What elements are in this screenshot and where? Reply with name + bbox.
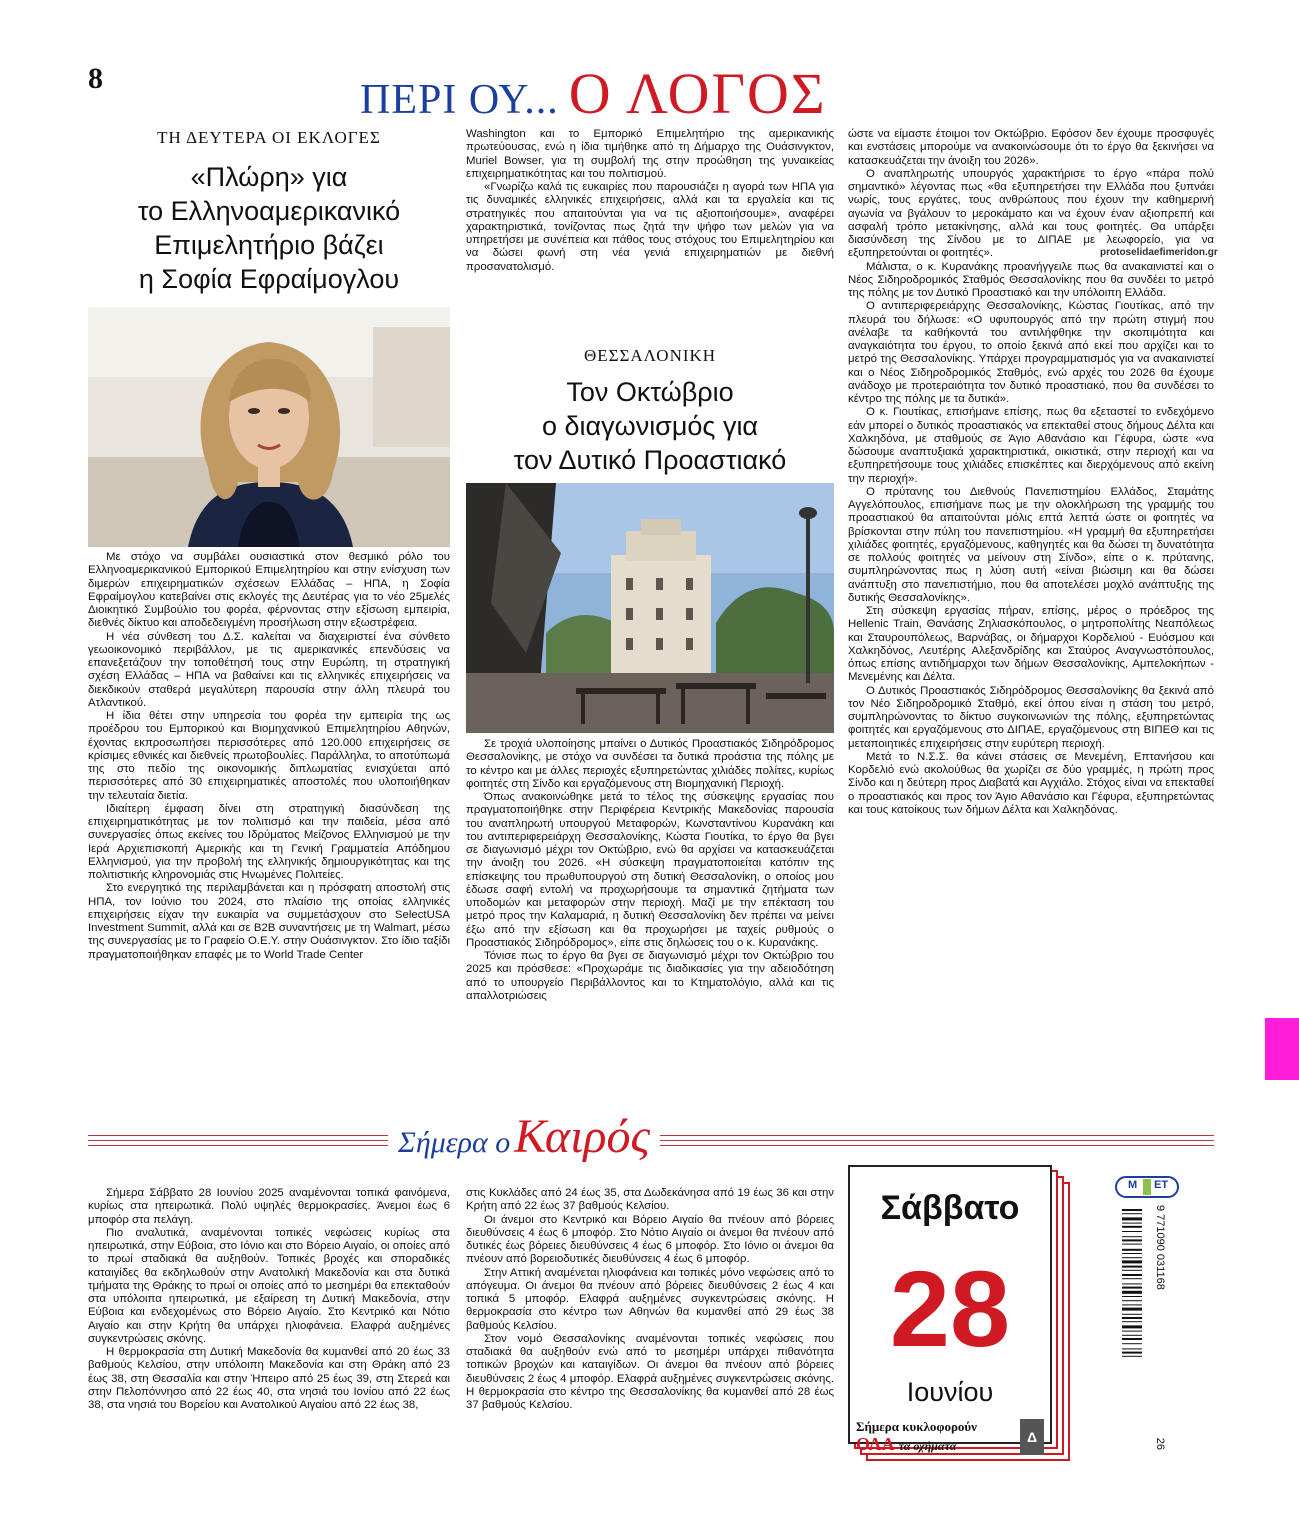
article2-col2: ώστε να είμαστε έτοιμοι τον Οκτώβριο. Εφόσον δεν έχουμε προσφυγές και ενστάσεις μπορούμε να ανακοινώσουμε ότι το έργο θα ξεκινήσει να κατασκευάζεται την άνοιξη του 2026». Ο αναπληρωτής υπουργός χαρακτήρισε το έργο «πάρα πολύ σημαντικό» λέγοντας πως «θα εξυπηρετήσει την Ελλάδα που ξυπνάει νωρίς, τους εργάτες, τους ανθρώπους που έχουν την καθημερινή αγωνία να βγάλουν το μεροκάματο και να έχουν έναν αξιοπρεπή και ασφαλή τρόπο μετακίνησης, αλλά και τους φοιτητές. Θα υπάρξει διασύνδεση της Σίνδου με το ΔΙΠΑΕ με λεωφορείο, για να εξυπηρετούνται οι φοιτητές». Μάλιστα, ο κ. Κυρανάκης προανήγγειλε πως θα ανακαινιστεί και ο Νέος Σιδηροδρομικός Σταθμός Θεσσαλονίκης που θα συνδέει το μετρό της πόλης με τον Δυτικό Προαστιακό και την υπόλοιπη Ελλάδα. Ο αντιπεριφερειάρχης Θεσσαλονίκης, Κώστας Γιουτίκας, από την πλευρά του δήλωσε: «Ο υφυπουργός από την πρώτη στιγμή που ανέλαβε τα καθήκοντά του αντιλήφθηκε την σκοπιμότητα και αναγκαιότητα του έργου, το οποίο ξεκινά από εκεί που αρχίζει και το μετρό της Θεσσαλονίκης. Υπάρχει προγραμματισμός για να ανακαινιστεί και ο Νέος Σιδηροδρομικός Σταθμός, ενώ αρχές του 2026 θα έχουμε ανάδοχο με προτεραιότητα τον δυτικό προαστιακό, που θα συνδέσει το κέντρο της πόλης με τα δυτικά». Ο κ. Γιουτίκας, επισήμανε επίσης, πως θα εξεταστεί το ενδεχόμενο εάν μπορεί ο δυτικός προαστιακός να επεκταθεί στους δήμους Δέλτα και Χαλκηδόνα, με σταθμούς σε Άγιο Αθανάσιο και Γέφυρα, ώστε «να δώσουμε αναπτυξιακά χαρακτηριστικά, οικιστικά, στην περιοχή και να εξυπηρετήσουμε τους χιλιάδες επισκέπτες και διερχόμενους από εκείνη την περιοχή». Ο πρύτανης του Διεθνούς Πανεπιστημίου Ελλάδος, Σταμάτης Αγγελόπουλος, επισήμανε πως με την ολοκλήρωση της γραμμής του προαστιακού θα απαιτούνται μόλις επτά λεπτά ώστε οι φοιτητές να βρίσκονται στην πύλη του πανεπιστημίου. «Η γραμμή θα εξυπηρετήσει χιλιάδες φοιτητές, εργαζόμενους, καθηγητές και θα δώσει τη δυνατότητα σε πολλούς φοιτητές να μείνουν στη Σίνδο», είπε ο κ. πρύτανης, συμπληρώνοντας πως η λύση αυτή «είναι βιώσιμη και θα δώσει ανάπτυξη στο πανεπιστήμιο, που θα αποτελέσει μοχλό ανάπτυξης της δυτικής Θεσσαλονίκης». Στη σύσκεψη εργασίας πήραν, επίσης, μέρος ο πρόεδρος της Hellenic Train, Θανάσης Ζηλιασκόπουλος, ο μητροπολίτης Νεαπόλεως και Σταυρουπόλεως, Βαρνάβας, οι δήμαρχοι Κορδελιού - Ευόσμου και Χαλκηδόνος, Λευτέρης Αλεξανδρίδης και Σταύρος Αναγνωστόπουλος, όπως επίσης αντιδήμαρχοι των δήμων Θεσσαλονίκης, Αμπελοκήπων - Μενεμένης και Δέλτα. Ο Δυτικός Προαστιακός Σιδηρόδρομος Θεσσαλονίκης θα ξεκινά από τον Νέο Σιδηροδρομικό Σταθμό, εκεί όπου είναι η στάση του μετρό, συμπληρώνοντας το δίκτυο συγκοινωνιών της πόλης, εξυπηρετώντας φοιτητές και εργαζόμενους στο ΔΙΠΑΕ, εργαζόμενους στη ΒΙΠΕΘ και τις μεταποιητικές επιχειρήσεις στην ευρύτερη περιοχή. Μετά το Ν.Σ.Σ. θα κάνει στάσεις σε Μενεμένη, Επτανήσου και Κορδελιό ενώ ακολούθως θα χωρίζει σε δύο γραμμές, η πρώτη προς Σίνδο και η δεύτερη προς Διαβατά και Αγχιάλο. Στόχος είναι να επεκταθεί ο προαστιακός και προς τον Άγιο Αθανάσιο και Γέφυρα, εξυπηρετώντας και τους κατοίκους των δήμων Δέλτα και Χαλκηδόνας. xyxy=(848,128,1214,816)
calendar-footer-line1: Σήμερα κυκλοφορούν xyxy=(856,1419,977,1434)
met-logo xyxy=(1115,1176,1179,1198)
page-number: 8 xyxy=(88,62,103,95)
met-logo-left: Μ xyxy=(1128,1179,1138,1191)
weather-banner xyxy=(88,1110,1214,1165)
color-registration-mark xyxy=(1265,1018,1299,1080)
masthead xyxy=(360,60,827,127)
barcode-issue: 26 xyxy=(1154,1437,1166,1450)
article2-kicker: ΘΕΣΣΑΛΟΝΙΚΗ xyxy=(583,346,717,365)
calendar-footer-big: ΟΛΑ xyxy=(856,1434,895,1454)
article2-col1: Σε τροχιά υλοποίησης μπαίνει ο Δυτικός Προαστιακός Σιδηρόδρομος Θεσσαλονίκης, με στόχο να συνδέσει τα δυτικά προάστια της πόλης με το κέντρο και με άλλες περιοχές εξυπηρετώντας χιλιάδες πολίτες, κυρίως φοιτητές στη Σίνδο και εργαζόμενους στη Βιομηχανική Περιοχή. Όπως ανακοινώθηκε μετά το τέλος της σύσκεψης εργασίας που πραγματοποιήθηκε στην Περιφέρεια Κεντρικής Μακεδονίας παρουσία του αναπληρωτή υπουργού Μεταφορών, Κωνσταντίνου Κυρανάκη και του αντιπεριφερειάρχη Θεσσαλονίκης, Κώστα Γιουτίκα, το έργο θα βγει σε διαγωνισμό μέχρι τον Οκτώβριο, ενώ θα αρχίσει να κατασκευάζεται την άνοιξη του 2026. «Η σύσκεψη πραγματοποιείται κατόπιν της επίσκεψης του πρωθυπουργού στη δυτική Θεσσαλονίκη, ο οποίος μου έδωσε σαφή εντολή να προχωρήσουμε τα σημαντικά ζητήματα των υποδομών και μεταφορών στην περιοχή. Μαζί με την επέκταση του μετρό προς την Καλαμαριά, η δυτική Θεσσαλονίκη δεν πρέπει να μείνει έξω από την εξίσωση και θα προχωρήσει με ταχείς ρυθμούς ο Προαστιακός Σιδηρόδρομος», είπε στις δηλώσεις του ο κ. Κυρανάκης. Τόνισε πως το έργο θα βγει σε διαγωνισμό μέχρι τον Οκτώβριο του 2025 και πρόσθεσε: «Προχωράμε τις διαδικασίες για την αδειοδότηση από το υπουργείο Περιβάλλοντος και το Κτηματολόγιο, αλλά και τις απαλλοτριώσεις xyxy=(466,738,834,1002)
date-calendar xyxy=(848,1165,1052,1454)
article1-kicker: ΤΗ ΔΕΥΤΕΡΑ ΟΙ ΕΚΛΟΓΕΣ xyxy=(157,128,381,147)
met-logo-frame-icon xyxy=(1115,1176,1179,1198)
calendar-day-name: Σάββατο xyxy=(880,1189,1020,1227)
barcode xyxy=(1120,1205,1180,1450)
barcode-digits: 9 771090 031168 xyxy=(1154,1205,1166,1290)
masthead-part2: Ο ΛΟΓΟΣ xyxy=(568,61,827,126)
calendar-month: Ιουνίου xyxy=(906,1377,994,1407)
met-logo-right: ΕΤ xyxy=(1154,1179,1169,1191)
calendar-footer-small: τα οχήματα xyxy=(898,1439,957,1453)
article1-headline: «Πλώρη» για το Ελληνοαμερικανικό Επιμελητήριο βάζει η Σοφία Εφραίμογλου xyxy=(137,162,401,294)
article1-body: Με στόχο να συμβάλει ουσιαστικά στον θεσμικό ρόλο του Ελληνοαμερικανικού Εμπορικού Επιμελητηρίου και στην ενίσχυση των διμερών επιχειρηματικών σχέσεων Ελλάδας – ΗΠΑ, η Σοφία Εφραίμογλου κατεβαίνει στις εκλογές της Δευτέρας για το νέο 25μελές Διοικητικό Συμβούλιο του φορέα, φέρνοντας στην εξίσωση εμπειρία, διεθνές δίκτυο και αποδεδειγμένη προσήλωση στην εξωστρέφεια. Η νέα σύνθεση του Δ.Σ. καλείται να διαχειριστεί ένα σύνθετο γεωοικονομικό περιβάλλον, με τις αμερικανικές επενδύσεις να επανεξετάζουν την τοποθέτησή τους στην Ευρώπη, τη στρατηγική σχέση Ελλάδας – ΗΠΑ να βαθαίνει και τις ελληνικές επιχειρήσεις να διεκδικούν σταθερά μεγαλύτερη παρουσία στην άλλη πλευρά του Ατλαντικού. Η ίδια θέτει στην υπηρεσία του φορέα την εμπειρία της ως προέδρου του Εμπορικού και Βιομηχανικού Επιμελητηρίου Αθηνών, έχοντας εκπροσωπήσει περισσότερες από 120.000 επιχειρήσεις σε κρίσιμες εθνικές και διεθνείς πρωτοβουλίες. Παράλληλα, το αποτύπωμά της στο πεδίο της οικονομικής διπλωματίας ενισχύεται από περισσότερες από 30 επιχειρηματικές αποστολές που υλοποιήθηκαν την τελευταία διετία. Ιδιαίτερη έμφαση δίνει στη στρατηγική διασύνδεση της επιχειρηματικότητας με τον πολιτισμό και την παιδεία, μέσα από συνεργασίες όπως εκείνες του Ιδρύματος Μείζονος Ελληνισμού με την Ιερά Αρχιεπισκοπή Αμερικής και τη Γενική Γραμματεία Απόδημου Ελληνισμού, για την προβολή της ελληνικής δημιουργικότητας και της πολιτιστικής κληρονομιάς στις Ηνωμένες Πολιτείες. Στο ενεργητικό της περιλαμβάνεται και η πρόσφατη αποστολή στις ΗΠΑ, τον Ιούνιο του 2024, στο πλαίσιο της οποίας ελληνικές επιχειρήσεις είχαν την ευκαιρία να συμμετάσχουν στο SelectUSA Investment Summit, αλλά και σε B2B συναντήσεις με τη Walmart, μέσω της συνεργασίας με το Γραφείο Ο.Ε.Υ. στην Ουάσινγκτον. Στο ίδιο ταξίδι πραγματοποιήθηκαν επαφές με το World Trade Center xyxy=(88,551,450,961)
weather-title: Σήμερα ο Καιρός xyxy=(388,1109,660,1164)
web-credit: protoselidaefimeridon.gr xyxy=(1100,247,1218,258)
article1-continuation: Washington και το Εμπορικό Επιμελητήριο της αμερικανικής πρωτεύουσας, ενώ η ίδια τιμήθηκε από τη Δήμαρχο της Ουάσινγκτον, Muriel Bowser, για τη συμβολή της στην προώθηση της γυναικείας επιχειρηματικότητας και του πολιτισμού. «Γνωρίζω καλά τις ευκαιρίες που παρουσιάζει η αγορά των ΗΠΑ για τις δυναμικές ελληνικές επιχειρήσεις, αλλά και τα εργαλεία και τις στρατηγικές που απαιτούνται για να τις αξιοποιήσουμε», αναφέρει χαρακτηριστικά, τονίζοντας πως ζητά την ψήφο των μελών για να υπηρετήσει με συνέπεια και πάθος τους στόχους του Επιμελητηρίου και να δώσει φωνή στη νέα γενιά επιχειρηματιών με διεθνή προσανατολισμό. xyxy=(466,128,834,273)
masthead-part1: ΠΕΡΙ ΟΥ... xyxy=(360,77,559,123)
white-tower-photo xyxy=(466,483,834,733)
vehicle-badge-icon: Δ xyxy=(1020,1419,1044,1455)
weather-col1: Σήμερα Σάββατο 28 Ιουνίου 2025 αναμένονται τοπικά φαινόμενα, κυρίως στα ηπειρωτικά. Πολύ υψηλές θερμοκρασίες. Άνεμοι έως 6 μποφόρ στα πελάγη. Πιο αναλυτικά, αναμένονται τοπικές νεφώσεις κυρίως στα ηπειρωτικά, στην Εύβοια, στο Ιόνιο και στο Βόρειο Αιγαίο, οι οποίες από το πρωί σταδιακά θα αυξηθούν. Τοπικές βροχές και σποραδικές καταιγίδες θα εκδηλωθούν στην Ανατολική Μακεδονία και στα δυτικά τμήματα της Θράκης το πρωί οι οποίες από το μεσημέρι θα επεκταθούν στα υπόλοιπα ηπειρωτικά, με εξαίρεση τη Δυτική Μακεδονία, στην Εύβοια και ενδεχομένως στο Βόρειο Αιγαίο. Στο Κεντρικό και Νότιο Αιγαίο και στην Κρήτη θα υπάρχει ηλιοφάνεια. Ελαφρά αυξημένες συγκεντρώσεις σκόνης. Η θερμοκρασία στη Δυτική Μακεδονία θα κυμανθεί από 20 έως 33 βαθμούς Κελσίου, στην υπόλοιπη Μακεδονία και στη Θράκη από 23 έως 38, στη Θεσσαλία και στην Ήπειρο από 25 έως 39, στη Στερεά και στην Πελοπόννησο από 22 έως 40, στα νησιά του Ιονίου από 22 έως 38, στα νησιά του Βορείου και Ανατολικού Αιγαίου από 22 έως 38, xyxy=(88,1187,450,1411)
weather-col2: στις Κυκλάδες από 24 έως 35, στα Δωδεκάνησα από 19 έως 36 και στην Κρήτη από 22 έως 37 βαθμούς Κελσίου. Οι άνεμοι στο Κεντρικό και Βόρειο Αιγαίο θα πνέουν από βόρειες διευθύνσεις 4 έως 6 μποφόρ. Στο Νότιο Αιγαίο οι άνεμοι θα πνέουν από δυτικές έως βόρειες διευθύνσεις 4 έως 6 μποφόρ. Στο Ιόνιο οι άνεμοι θα πνέουν από βορειοδυτικές διευθύνσεις 4 έως 6 μποφόρ. Στην Αττική αναμένεται ηλιοφάνεια και τοπικές μόνο νεφώσεις από το απόγευμα. Οι άνεμοι θα πνέουν από βόρειες διευθύνσεις 2 έως 4 και τοπικά 5 μποφόρ. Ελαφρά αυξημένες συγκεντρώσεις σκόνης. Η θερμοκρασία στο κέντρο των Αθηνών θα κυμανθεί από 29 έως 38 βαθμούς Κελσίου. Στον νομό Θεσσαλονίκης αναμένονται τοπικές νεφώσεις που σταδιακά θα αυξηθούν ενώ από το μεσημέρι υπάρχει πιθανότητα τοπικών βροχών και καταιγίδων. Οι άνεμοι θα πνέουν από βόρειες διευθύνσεις 2 έως 4 μποφόρ. Ελαφρά αυξημένες συγκεντρώσεις σκόνης. Η θερμοκρασία στο κέντρο της Θεσσαλονίκης θα κυμανθεί από 28 έως 37 βαθμούς Κελσίου. xyxy=(466,1187,834,1411)
portrait-photo xyxy=(88,307,450,547)
article2-headline: Τον Οκτώβριο ο διαγωνισμός για τον Δυτικό Προαστιακό xyxy=(513,377,787,475)
calendar-day-number: 28 xyxy=(889,1248,1011,1369)
